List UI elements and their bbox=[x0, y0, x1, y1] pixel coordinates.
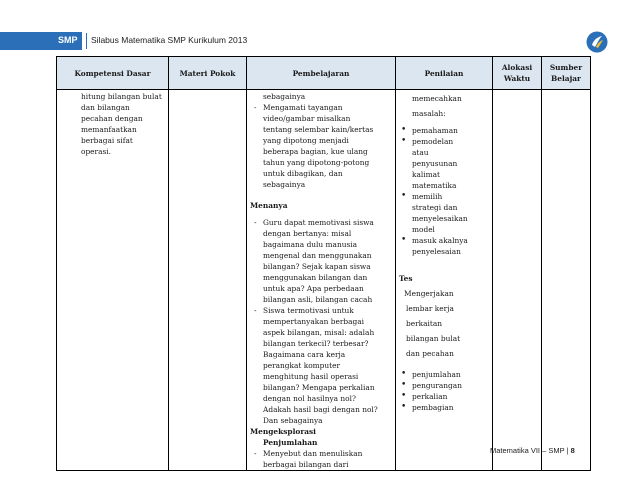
pn-tes-line: dan pecahan bbox=[406, 349, 454, 358]
pb-heading-menanya: Menanya bbox=[250, 201, 288, 210]
pn-op-pembagian: • pembagian bbox=[399, 402, 489, 413]
table-header-row bbox=[57, 57, 591, 90]
kd-line: pecahan dengan bbox=[81, 114, 143, 123]
header-subtitle: Silabus Matematika SMP Kurikulum 2013 bbox=[91, 35, 248, 45]
pn-op-penjumlahan: • penjumlahan bbox=[399, 369, 489, 380]
kd-line: operasi. bbox=[81, 147, 111, 156]
pb-item-guru: - Guru dapat memotivasi siswa dengan bertanya: misal bagaimana dulu manusia mengenal dan menggunakan bilangan? Sejak kapan siswa menggunakan bilangan dan untuk apa? Apa perbedaan bilangan asli, bilangan cacah bbox=[250, 217, 392, 305]
kd-line: berbagai sifat bbox=[81, 136, 133, 145]
pn-bullet-masuk-akal: • masuk akalnya penyelesaian bbox=[399, 235, 489, 257]
header-bar bbox=[0, 32, 638, 50]
pb-intro: sebagainya bbox=[263, 92, 306, 101]
cell-pembelajaran bbox=[247, 90, 396, 471]
col-penilaian: Penilaian bbox=[396, 57, 493, 90]
col-sumber-belajar: Sumber Belajar bbox=[542, 57, 591, 90]
cell-penilaian bbox=[396, 90, 493, 471]
kemdikbud-logo-icon bbox=[586, 31, 608, 53]
pn-bullet-memilih: • memilih strategi dan menyelesaikan model bbox=[399, 191, 489, 235]
table-row bbox=[57, 90, 591, 471]
cell-kompetensi-dasar bbox=[57, 90, 169, 471]
syllabus-table bbox=[56, 56, 591, 471]
pn-tes-line: lembar kerja bbox=[406, 304, 454, 313]
pn-tes-line: bilangan bulat bbox=[406, 334, 461, 343]
cell-materi-pokok bbox=[169, 90, 247, 471]
pn-bullet-pemahaman: • pemahaman bbox=[399, 125, 489, 136]
pn-op-perkalian: • perkalian bbox=[399, 391, 489, 402]
pn-top: memecahkan masalah: bbox=[412, 94, 462, 118]
pb-heading-mengeksplorasi: Mengeksplorasi bbox=[250, 427, 316, 436]
col-alokasi-waktu: Alokasi Waktu bbox=[493, 57, 542, 90]
cell-alokasi-waktu bbox=[493, 90, 542, 471]
pn-tes-line: Mengerjakan bbox=[404, 289, 454, 298]
col-materi-pokok: Materi Pokok bbox=[169, 57, 247, 90]
kd-line: hitung bilangan bulat bbox=[81, 92, 162, 101]
header-badge: SMP bbox=[58, 35, 78, 45]
pb-item-menyebut: - Menyebut dan menuliskan berbagai bilangan dari bbox=[250, 448, 392, 470]
pn-tes-line: berkaitan bbox=[406, 319, 443, 328]
pn-op-pengurangan: • pengurangan bbox=[399, 380, 489, 391]
col-pembelajaran: Pembelajaran bbox=[247, 57, 396, 90]
kd-line: dan bilangan bbox=[81, 103, 130, 112]
pb-item-mengamati: - Mengamati tayangan video/gambar misalkan tentang selembar kain/kertas yang dipotong menjadi beberapa bagian, kue ulang tahun yang dipotong-potong untuk dibagikan, dan sebagainya bbox=[250, 102, 392, 190]
cell-sumber-belajar bbox=[542, 90, 591, 471]
page-number: 8 bbox=[570, 446, 575, 455]
header-divider bbox=[86, 33, 87, 49]
pn-bullet-pemodelan: • pemodelan atau penyusunan kalimat matematika bbox=[399, 136, 489, 191]
col-kompetensi-dasar: Kompetensi Dasar bbox=[57, 57, 169, 90]
kd-line: memanfaatkan bbox=[81, 125, 137, 134]
page-footer bbox=[490, 446, 575, 455]
pn-heading-tes: Tes bbox=[399, 274, 413, 283]
pb-item-siswa: - Siswa termotivasi untuk mempertanyakan berbagai aspek bilangan, misal: adalah bilangan terkecil? terbesar? Bagaimana cara kerja perangkat komputer menghitung hasil operasi bilangan? Mengapa perkalian dengan nol hasilnya nol? Adakah hasil bagi dengan nol? Dan sebagainya bbox=[250, 305, 392, 426]
pb-heading-penjumlahan: Penjumlahan bbox=[263, 438, 318, 447]
footer-text: Matematika VII – SMP | bbox=[490, 446, 569, 455]
